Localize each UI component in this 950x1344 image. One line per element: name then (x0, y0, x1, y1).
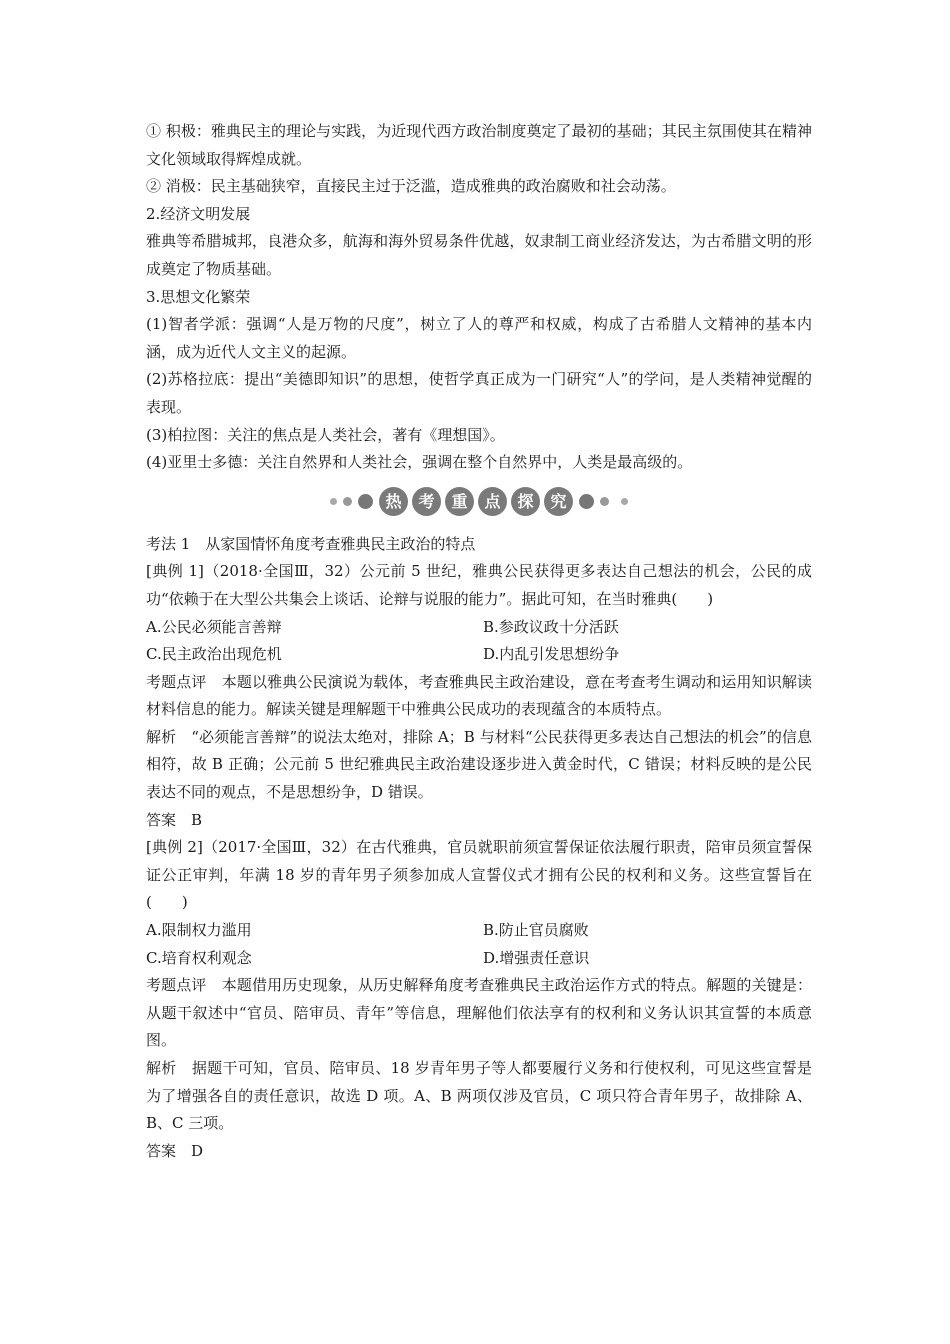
dot-icon (343, 497, 352, 506)
paragraph-negative: ② 消极：民主基础狭窄，直接民主过于泛滥，造成雅典的政治腐败和社会动荡。 (146, 177, 676, 196)
option-c: C.民主政治出现危机 (146, 645, 282, 664)
list-item-plato: (3)柏拉图：关注的焦点是人类社会，著有《理想国》。 (146, 425, 505, 444)
option-a: A.限制权力滥用 (146, 921, 252, 940)
example-1-options-row-2 (146, 641, 812, 669)
example-2-analysis: 解析 据题干可知，官员、陪审员、18 岁青年男子等人都要履行义务和行使权利，可见这些宣誓是为了增强各自的责任意识，故选 D 项。A、B 两项仅涉及官员，C 项只符合青年男子，故排除 A、B、C 三项。 (146, 1059, 812, 1133)
option-b: B.参政议政十分活跃 (483, 617, 619, 636)
paragraph-economy: 雅典等希腊城邦，良港众多，航海和海外贸易条件优越，奴隶制工商业经济发达，为古希腊文明的形成奠定了物质基础。 (146, 232, 812, 278)
dot-icon (330, 498, 337, 505)
dot-icon (358, 494, 373, 509)
banner-char: 探 (511, 487, 540, 516)
example-1-analysis: 解析 “必须能言善辩”的说法太绝对，排除 A；B 与材料“公民获得更多表达自己想法的机会”的信息相符，故 B 正确；公元前 5 世纪雅典民主政治建设逐步进入黄金时代，C 错误；材料反映的是公民表达不同的观点，不是思想纷争，D 错误。 (146, 727, 812, 802)
example-2-answer: 答案 D (146, 1141, 204, 1160)
dot-icon (621, 498, 628, 505)
option-d: D.内乱引发思想纷争 (483, 645, 620, 664)
dot-icon (600, 497, 609, 506)
content (146, 118, 812, 1165)
example-2-review: 考题点评 本题借用历史现象，从历史解释角度考查雅典民主政治运作方式的特点。解题的关键是：从题干叙述中“官员、陪审员、青年”等信息，理解他们依法享有的权利和义务认识其宣誓的本质意图。 (146, 976, 812, 1050)
banner-char: 热 (379, 487, 408, 516)
option-b: B.防止官员腐败 (483, 921, 589, 940)
example-1-answer: 答案 B (146, 810, 203, 829)
banner-char: 考 (412, 487, 441, 516)
option-c: C.培育权利观念 (146, 948, 252, 967)
kaofa-heading: 考法 1 从家国情怀角度考查雅典民主政治的特点 (146, 534, 476, 553)
banner-char: 重 (445, 487, 474, 516)
example-1-options-row-1 (146, 614, 812, 642)
example-1-review: 考题点评 本题以雅典公民演说为载体，考查雅典民主政治建设，意在考查考生调动和运用知识解读材料信息的能力。解读关键是理解题干中雅典公民成功的表现蕴含的本质特点。 (146, 672, 812, 719)
heading-economy: 2.经济文明发展 (146, 204, 251, 223)
option-d: D.增强责任意识 (483, 948, 590, 967)
list-item-sophists: (1)智者学派：强调“人是万物的尺度”，树立了人的尊严和权威，构成了古希腊人文精神的基本内涵，成为近代人文主义的起源。 (146, 315, 812, 361)
dot-icon (579, 494, 594, 509)
list-item-socrates: (2)苏格拉底：提出“美德即知识”的思想，使哲学真正成为一门研究“人”的学问，是人类精神觉醒的表现。 (146, 370, 812, 416)
paragraph-positive: ① 积极：雅典民主的理论与实践，为近现代西方政治制度奠定了最初的基础；其民主氛围使其在精神文化领域取得辉煌成就。 (146, 122, 812, 168)
example-1-stem: [典例 1]（2018·全国Ⅲ，32）公元前 5 世纪，雅典公民获得更多表达自己想法的机会，公民的成功“依赖于在大型公共集会上谈话、论辩与说服的能力”。据此可知，在当时雅典( ) (146, 562, 812, 608)
heading-culture: 3.思想文化繁荣 (146, 287, 251, 306)
option-a: A.公民必须能言善辩 (146, 617, 282, 636)
example-2-options-row-2 (146, 945, 812, 973)
banner-char: 究 (544, 487, 573, 516)
example-2-stem: [典例 2]（2017·全国Ⅲ，32）在古代雅典，官员就职前须宣誓保证依法履行职责，陪审员须宣誓保证公正审判，年满 18 岁的青年男子须参加成人宣誓仪式才拥有公民的权利和义务。这些宣誓旨在( ) (146, 838, 812, 912)
section-banner (146, 479, 812, 525)
example-2-options-row-1 (146, 917, 812, 945)
list-item-aristotle: (4)亚里士多德：关注自然界和人类社会，强调在整个自然界中，人类是最高级的。 (146, 453, 693, 472)
banner-char: 点 (478, 487, 507, 516)
